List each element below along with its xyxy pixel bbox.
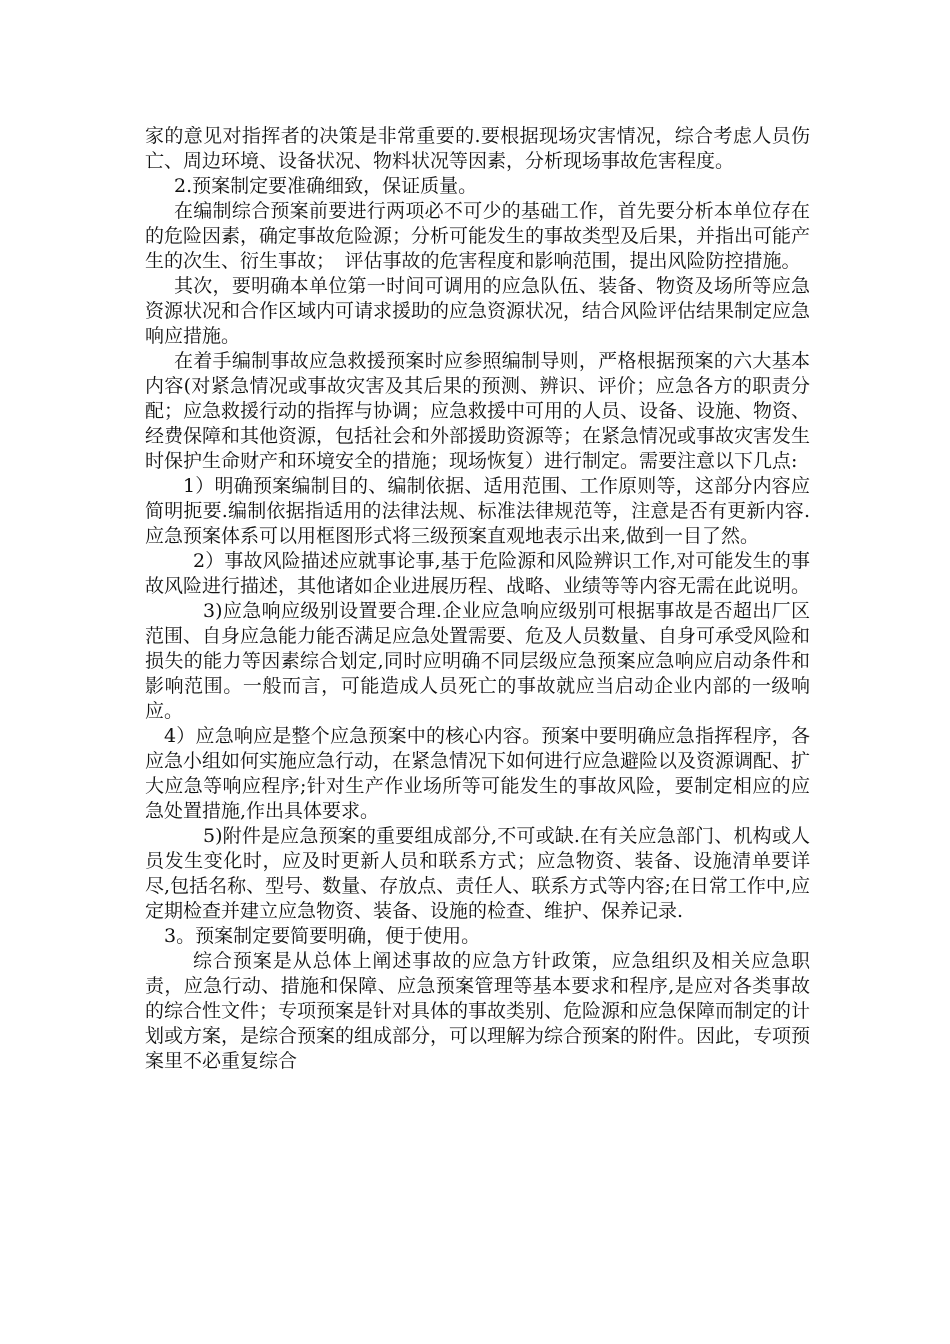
list-item: 1）明确预案编制目的、编制依据、适用范围、工作原则等，这部分内容应简明扼要.编制依据指适用的法律法规、标准法律规范等，注意是否有更新内容.应急预案体系可以用框图形式将三级预案直观地表示出来,做到一目了然。 [145, 475, 810, 547]
section-heading: 2.预案制定要准确细致，保证质量。 [174, 175, 478, 197]
document-body [145, 124, 810, 1074]
list-item: 3)应急响应级别设置要合理.企业应急响应级别可根据事故是否超出厂区范围、自身应急能力能否满足应急处置需要、危及人员数量、自身可承受风险和损失的能力等因素综合划定,同时应明确不同层级应急预案应急响应启动条件和影响范围。一般而言，可能造成人员死亡的事故就应当启动企业内部的一级响应。 [145, 600, 811, 722]
section-heading: 3。预案制定要简要明确，便于使用。 [164, 925, 481, 947]
paragraph: 综合预案是从总体上阐述事故的应急方针政策，应急组织及相关应急职责，应急行动、措施和保障、应急预案管理等基本要求和程序,是应对各类事故的综合性文件；专项预案是针对具体的事故类别、危险源和应急保障而制定的计划或方案，是综合预案的组成部分，可以理解为综合预案的附件。因此，专项预案里不必重复综合 [145, 950, 811, 1072]
paragraph: 家的意见对指挥者的决策是非常重要的.要根据现场灾害情况，综合考虑人员伤亡、周边环境、设备状况、物料状况等因素，分析现场事故危害程度。 [145, 125, 810, 172]
paragraph: 其次，要明确本单位第一时间可调用的应急队伍、装备、物资及场所等应急资源状况和合作区域内可请求援助的应急资源状况，结合风险评估结果制定应急响应措施。 [145, 275, 811, 347]
paragraph: 在着手编制事故应急救援预案时应参照编制导则，严格根据预案的六大基本内容(对紧急情况或事故灾害及其后果的预测、辨识、评价；应急各方的职责分配；应急救援行动的指挥与协调；应急救援中可用的人员、设备、设施、物资、经费保障和其他资源，包括社会和外部援助资源等；在紧急情况或事故灾害发生时保护生命财产和环境安全的措施；现场恢复）进行制定。需要注意以下几点: [145, 350, 811, 472]
list-item: 2）事故风险描述应就事论事,基于危险源和风险辨识工作,对可能发生的事故风险进行描述，其他诸如企业进展历程、战略、业绩等等内容无需在此说明。 [145, 550, 811, 597]
list-item: 5)附件是应急预案的重要组成部分,不可或缺.在有关应急部门、机构或人员发生变化时，应及时更新人员和联系方式；应急物资、装备、设施清单要详尽,包括名称、型号、数量、存放点、责任人、联系方式等内容;在日常工作中,应定期检查并建立应急物资、装备、设施的检查、维护、保养记录. [145, 825, 810, 922]
list-item: 4）应急响应是整个应急预案中的核心内容。预案中要明确应急指挥程序，各应急小组如何实施应急行动，在紧急情况下如何进行应急避险以及资源调配、扩大应急等响应程序;针对生产作业场所等可能发生的事故风险，要制定相应的应急处置措施,作出具体要求。 [145, 725, 811, 822]
paragraph: 在编制综合预案前要进行两项必不可少的基础工作，首先要分析本单位存在的危险因素，确定事故危险源；分析可能发生的事故类型及后果，并指出可能产生的次生、衍生事故； 评估事故的危害程度和影响范围，提出风险防控措施。 [145, 200, 811, 272]
